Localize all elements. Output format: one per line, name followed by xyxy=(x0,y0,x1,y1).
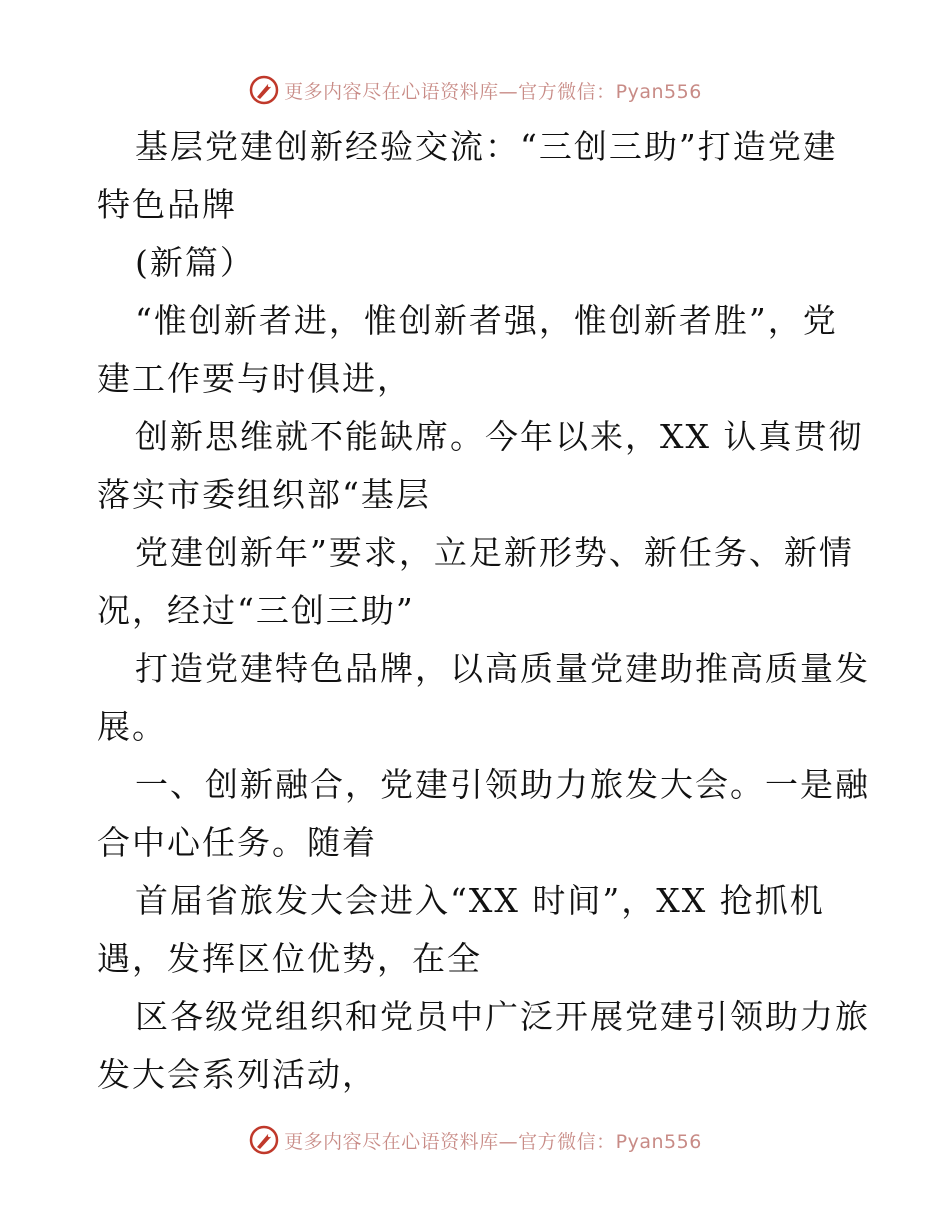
paragraph-line: 党建创新年”要求，立足新形势、新任务、新情 xyxy=(135,533,854,572)
pen-nib-logo-icon xyxy=(248,74,280,106)
paragraph-line: 创新思维就不能缺席。今年以来，XX 认真贯彻 xyxy=(135,417,864,456)
paragraph-line: 落实市委组织部“基层 xyxy=(97,475,431,514)
watermark-text: 更多内容尽在心语资料库—官方微信：Pyan556 xyxy=(284,1130,702,1153)
paragraph-line: 展。 xyxy=(97,707,167,746)
document-body xyxy=(97,118,870,1104)
watermark-text: 更多内容尽在心语资料库—官方微信：Pyan556 xyxy=(284,80,702,103)
paragraph-line: 首届省旅发大会进入“XX 时间”，XX 抢抓机 xyxy=(135,881,825,920)
paragraph-line: 发大会系列活动， xyxy=(97,1055,377,1094)
paragraph-line: 合中心任务。随着 xyxy=(97,823,377,862)
header-watermark xyxy=(0,70,950,110)
paragraph-line: 况，经过“三创三助” xyxy=(97,591,415,630)
paragraph-line: 区各级党组织和党员中广泛开展党建引领助力旅 xyxy=(135,997,870,1036)
pen-nib-logo-icon xyxy=(248,1124,280,1156)
paragraph-line: 建工作要与时俱进， xyxy=(97,359,412,398)
footer-watermark xyxy=(0,1120,950,1160)
section-heading-line: 一、创新融合，党建引领助力旅发大会。一是融 xyxy=(135,765,870,804)
title-line-1: 基层党建创新经验交流：“三创三助”打造党建 xyxy=(135,127,838,166)
paragraph-line: “惟创新者进，惟创新者强，惟创新者胜”，党 xyxy=(135,301,838,340)
subtitle-line: (新篇） xyxy=(135,243,255,282)
paragraph-line: 打造党建特色品牌，以高质量党建助推高质量发 xyxy=(135,649,870,688)
title-line-2: 特色品牌 xyxy=(97,185,237,224)
paragraph-line: 遇，发挥区位优势，在全 xyxy=(97,939,482,978)
